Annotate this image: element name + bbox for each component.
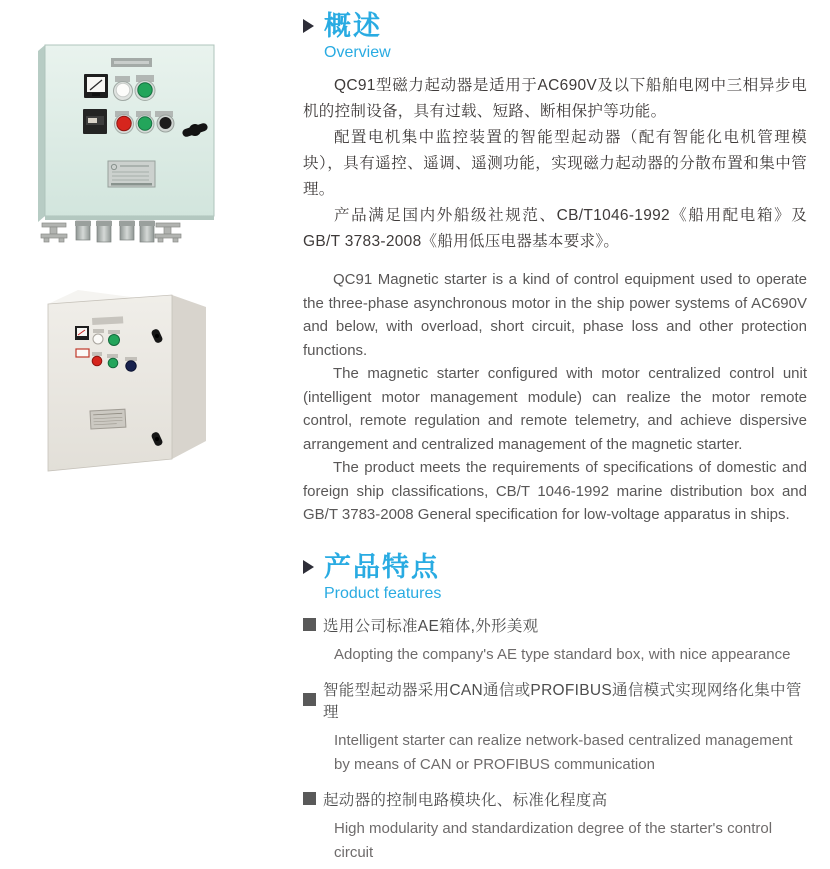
feature-item (303, 678, 807, 777)
cable-glands (75, 221, 155, 242)
tag-label (108, 330, 120, 334)
overview-paragraph-cn-1: QC91型磁力起动器是适用于AC690V及以下船舶电网中三相异步电机的控制设备，具有过载、短路、断相保护等功能。 (303, 77, 807, 120)
overview-title-cn: 概述 (324, 11, 382, 41)
feature-text-en: Adopting the company's AE type standard box, with nice appearance (334, 645, 791, 663)
green-button-2 (108, 358, 118, 368)
tag-label (93, 329, 104, 333)
overview-english-block (303, 268, 807, 527)
cabinet-angled-illustration (44, 283, 212, 479)
red-button (92, 356, 102, 366)
black-button (157, 115, 174, 132)
overview-paragraph-cn-3: 产品满足国内外船级社规范、CB/T1046-1992《船用配电箱》及GB/T 3783-2008《船用低压电器基本要求》。 (303, 207, 807, 250)
section-arrow-icon (303, 560, 314, 574)
red-framed-label (76, 349, 89, 357)
feature-cn-row (303, 678, 807, 722)
cabinet-side-edge (38, 45, 45, 222)
overview-title-en: Overview (324, 44, 391, 61)
cabinet-bottom-edge (45, 216, 214, 220)
tag-label (92, 352, 102, 356)
features-title-en: Product features (324, 584, 442, 602)
features-section-header (303, 551, 807, 583)
overview-paragraph-cn-2: 配置电机集中监控装置的智能型起动器（配有智能化电机管理模块），具有遥控、遥调、遥测功能，实现磁力起动器的分散布置和集中管理。 (303, 129, 807, 198)
circuit-breaker (83, 109, 107, 134)
feature-text-cn: 智能型起动器采用CAN通信或PROFIBUS通信模式实现网络化集中管理 (323, 681, 802, 721)
section-arrow-icon (303, 19, 314, 33)
white-indicator-lamp (114, 82, 133, 101)
mounting-foot-right (155, 223, 181, 242)
overview-section-header (303, 10, 807, 42)
overview-paragraph-en-3: The product meets the requirements of specifications of domestic and foreign ship classifications, CB/T 1046-1992 marine distribution box and GB/T 3783-2008 General specification for low-voltage apparatus in ships. (303, 459, 807, 523)
meter (75, 326, 89, 340)
mounting-foot-left (41, 223, 67, 242)
nameplate (90, 409, 126, 429)
red-stop-button (115, 115, 134, 134)
text-column (303, 10, 807, 867)
feature-text-cn: 起动器的控制电路模块化、标准化程度高 (323, 791, 608, 809)
ammeter (84, 74, 108, 98)
overview-paragraph-en-2: The magnetic starter configured with motor centralized control unit (intelligent motor management module) can realize the motor remote control, remote regulation and remote telemetry, and achieve dispersive arrangement and centralized management of the magnetic starter. (303, 365, 807, 453)
feature-text-cn: 选用公司标准AE箱体,外形美观 (323, 617, 539, 635)
navy-button (126, 361, 136, 371)
tag-label (107, 354, 118, 358)
green-start-button (135, 81, 155, 101)
green-button (136, 115, 154, 133)
features-section (303, 551, 807, 865)
feature-cn-row (303, 614, 807, 636)
white-indicator-lamp (93, 334, 103, 344)
green-button (109, 335, 120, 346)
overview-paragraph-en-1: QC91 Magnetic starter is a kind of control equipment used to operate the three-phase asynchronous motor in the ship power systems of AC690V and below, with overload, short circuit, phase loss and other protection functions. (303, 271, 807, 359)
bullet-square-icon (303, 693, 316, 706)
bullet-square-icon (303, 618, 316, 631)
feature-cn-row (303, 788, 807, 810)
product-photo-front (36, 40, 218, 251)
feature-item (303, 788, 807, 865)
cabinet-side-face (172, 295, 206, 459)
bullet-square-icon (303, 792, 316, 805)
feature-text-en: High modularity and standardization degree of the starter's control circuit (334, 819, 773, 861)
features-title-cn: 产品特点 (324, 551, 440, 582)
overview-section (303, 10, 807, 527)
feature-text-en: Intelligent starter can realize network-based centralized management by means of CAN or PROFIBUS communication (334, 731, 793, 773)
feature-item (303, 614, 807, 667)
cabinet-front-illustration (36, 40, 218, 246)
product-photo-angled (44, 283, 212, 484)
nameplate (108, 161, 155, 187)
